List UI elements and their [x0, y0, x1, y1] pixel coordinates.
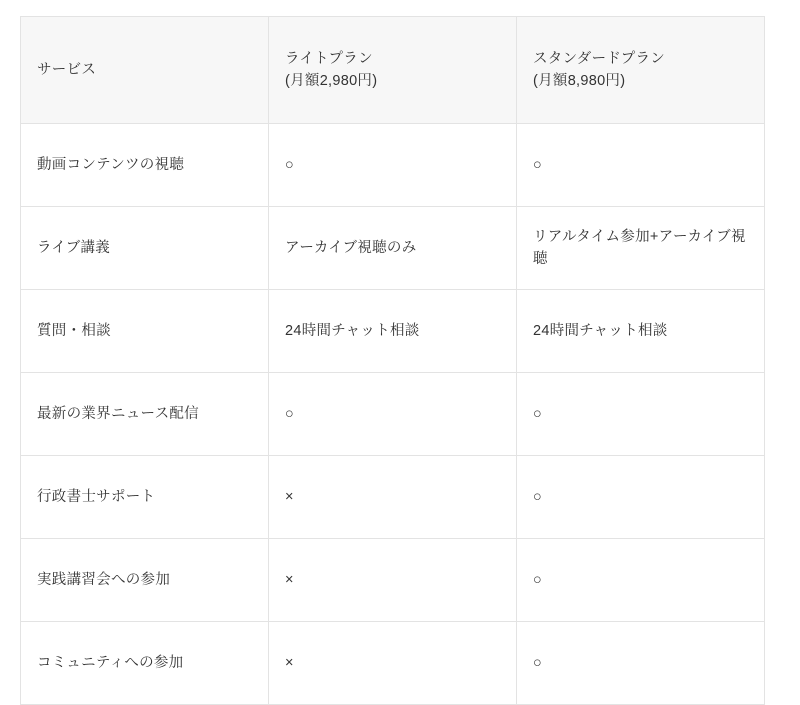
column-header-light-plan-label: ライトプラン: [285, 50, 373, 67]
table-row: [21, 622, 765, 705]
cell-service: 最新の業界ニュース配信: [21, 373, 269, 456]
column-header-standard-plan: [517, 17, 765, 124]
cell-service: 行政書士サポート: [21, 456, 269, 539]
cell-standard-value: リアルタイム参加+アーカイブ視聴: [517, 207, 765, 290]
column-header-service: [21, 17, 269, 124]
table-row: [21, 124, 765, 207]
column-header-standard-plan-label: スタンダードプラン: [533, 50, 666, 67]
cell-light-value: ×: [269, 539, 517, 622]
cell-light-value: ×: [269, 622, 517, 705]
table-header: [21, 17, 765, 124]
cell-standard-value: 24時間チャット相談: [517, 290, 765, 373]
table-row: [21, 373, 765, 456]
cell-service: 動画コンテンツの視聴: [21, 124, 269, 207]
column-header-light-plan: [269, 17, 517, 124]
cell-standard-value: ○: [517, 373, 765, 456]
cell-service: 質問・相談: [21, 290, 269, 373]
plan-comparison-table-wrapper: [20, 16, 764, 705]
cell-service: 実践講習会への参加: [21, 539, 269, 622]
cell-standard-value: ○: [517, 622, 765, 705]
cell-light-value: 24時間チャット相談: [269, 290, 517, 373]
column-header-service-label: サービス: [37, 61, 97, 78]
table-body: [21, 124, 765, 705]
table-header-row: [21, 17, 765, 124]
table-row: [21, 539, 765, 622]
cell-service: ライブ講義: [21, 207, 269, 290]
table-row: [21, 456, 765, 539]
cell-standard-value: ○: [517, 456, 765, 539]
plan-comparison-table: [20, 16, 765, 705]
table-row: [21, 207, 765, 290]
cell-service: コミュニティへの参加: [21, 622, 269, 705]
cell-light-value: ×: [269, 456, 517, 539]
cell-light-value: アーカイブ視聴のみ: [269, 207, 517, 290]
column-header-light-plan-price: (月額2,980円): [285, 73, 378, 89]
column-header-standard-plan-price: (月額8,980円): [533, 73, 626, 89]
cell-standard-value: ○: [517, 124, 765, 207]
cell-standard-value: ○: [517, 539, 765, 622]
table-row: [21, 290, 765, 373]
cell-light-value: ○: [269, 373, 517, 456]
cell-light-value: ○: [269, 124, 517, 207]
